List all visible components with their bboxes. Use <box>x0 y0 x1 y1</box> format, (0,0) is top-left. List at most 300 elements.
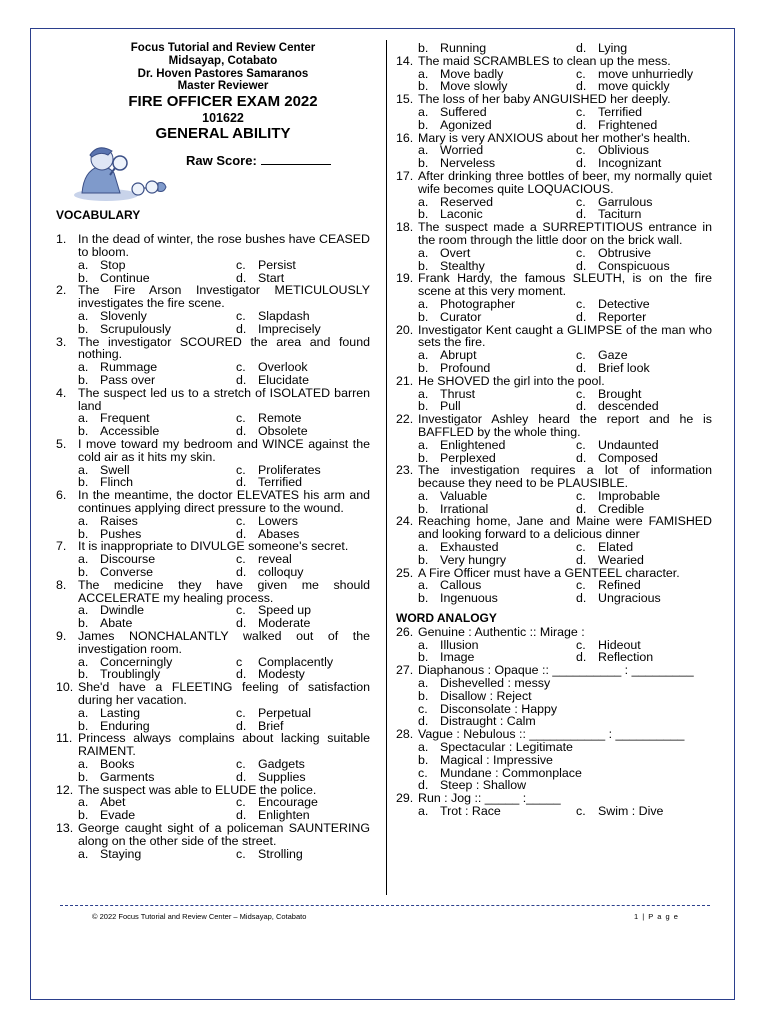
raw-score-label: Raw Score: <box>186 152 257 168</box>
question-number: 18. <box>396 220 414 235</box>
question-13-options-continued <box>396 42 712 55</box>
answer-option <box>576 196 712 209</box>
option-letter: c <box>236 654 243 669</box>
option-letter: c. <box>576 488 586 503</box>
question-item <box>396 375 712 413</box>
question-text: Reaching home, Jane and Maine were FAMISHED and looking forward to a delicious dinner <box>418 514 712 542</box>
answer-option <box>236 566 370 579</box>
question-item <box>56 784 370 822</box>
question-text: The maid SCRAMBLES to clean up the mess. <box>418 53 671 68</box>
question-text: The investigator SCOURED the area and found nothing. <box>78 334 370 362</box>
option-text: Terrified <box>598 104 643 119</box>
column-divider <box>386 40 387 895</box>
question-text: The suspect led us to a stretch of ISOLATED barren land <box>78 385 370 413</box>
question-text: The suspect was able to ELUDE the police. <box>78 782 317 797</box>
answer-option <box>78 848 236 861</box>
question-item <box>56 579 370 630</box>
option-letter: a. <box>78 411 89 426</box>
option-letter: c. <box>236 552 246 567</box>
answer-option <box>418 690 712 703</box>
question-item <box>56 438 370 489</box>
answer-option <box>418 349 576 362</box>
option-letter: a. <box>78 513 89 528</box>
answer-option <box>418 741 712 754</box>
question-item <box>56 489 370 540</box>
option-letter: a. <box>78 756 89 771</box>
question-number: 5. <box>56 437 67 452</box>
answer-option <box>418 42 576 55</box>
option-letter: d. <box>236 475 247 490</box>
option-letter: a. <box>78 846 89 861</box>
answer-option <box>418 247 576 260</box>
footer-copyright: © 2022 Focus Tutorial and Review Center – Midsayap, Cotabato <box>92 912 307 921</box>
option-list <box>56 604 370 630</box>
answer-option <box>78 515 236 528</box>
option-text: Reporter <box>598 309 647 324</box>
option-letter: c. <box>576 804 586 819</box>
question-stem <box>56 630 370 656</box>
option-letter: c. <box>576 245 586 260</box>
option-letter: c. <box>576 386 586 401</box>
answer-option <box>576 106 712 119</box>
option-letter: d. <box>576 79 587 94</box>
question-text: The loss of her baby ANGUISHED her deeply. <box>418 92 671 107</box>
option-text: Abate <box>100 616 133 631</box>
option-text: Thrust <box>440 386 476 401</box>
question-number: 6. <box>56 488 67 503</box>
option-list <box>56 412 370 438</box>
option-text: Perplexed <box>440 450 496 465</box>
option-list <box>56 848 370 861</box>
option-list <box>396 805 712 818</box>
question-number: 26. <box>396 624 414 639</box>
option-text: Discourse <box>100 552 156 567</box>
answer-option <box>418 298 576 311</box>
answer-option <box>418 119 576 132</box>
question-number: 21. <box>396 373 414 388</box>
option-list <box>396 541 712 567</box>
question-number: 29. <box>396 791 414 806</box>
option-text: Irrational <box>440 501 489 516</box>
reviewer-title: Master Reviewer <box>177 80 269 92</box>
answer-option <box>576 247 712 260</box>
option-text: Modesty <box>258 667 305 682</box>
option-text: Worried <box>440 143 484 158</box>
question-stem <box>396 324 712 350</box>
question-item <box>396 170 712 221</box>
option-text: Slovenly <box>100 309 147 324</box>
footer-divider <box>60 905 710 906</box>
question-stem <box>56 681 370 707</box>
option-text: colloquy <box>258 565 304 580</box>
question-item <box>56 630 370 681</box>
option-letter: a. <box>78 705 89 720</box>
option-letter: c. <box>576 637 586 652</box>
option-list <box>56 515 370 541</box>
option-list <box>396 741 712 792</box>
answer-option <box>418 805 576 818</box>
option-text: Brief look <box>598 360 650 375</box>
option-text: Encourage <box>258 795 318 810</box>
option-letter: c. <box>576 296 586 311</box>
option-text: Enlighten <box>258 808 310 823</box>
question-stem <box>56 732 370 758</box>
answer-option <box>576 349 712 362</box>
option-letter: d. <box>576 156 587 171</box>
option-text: Disconsolate : Happy <box>440 701 558 716</box>
option-list <box>396 579 712 605</box>
option-letter: a. <box>78 309 89 324</box>
question-item <box>396 728 712 792</box>
question-number: 22. <box>396 412 414 427</box>
question-text: The suspect made a SURREPTITIOUS entrance in the room through the little door on the brick wall. <box>418 220 712 247</box>
question-number: 9. <box>56 629 67 643</box>
option-text: Reflection <box>598 650 654 665</box>
question-text: After drinking three bottles of beer, my normally quiet wife becomes quite LOQUACIOUS. <box>418 168 712 196</box>
option-text: Moderate <box>258 616 311 631</box>
question-text: Diaphanous : Opaque :: __________ : _________ <box>418 663 694 678</box>
option-letter: c. <box>236 513 246 528</box>
answer-option <box>78 259 236 272</box>
option-text: Stealthy <box>440 258 485 273</box>
question-item <box>56 233 370 284</box>
option-list <box>56 553 370 579</box>
option-list <box>396 106 712 132</box>
option-letter: a. <box>418 194 429 209</box>
option-text: Proliferates <box>258 462 321 477</box>
option-text: Image <box>440 650 475 665</box>
question-stem <box>396 626 712 639</box>
option-text: Flinch <box>100 475 134 490</box>
option-text: Running <box>440 41 487 55</box>
option-letter: c. <box>418 701 428 716</box>
option-text: Incognizant <box>598 156 662 171</box>
option-letter: a. <box>78 603 89 618</box>
option-list <box>56 310 370 336</box>
answer-option <box>576 805 712 818</box>
question-item <box>56 822 370 860</box>
question-number: 23. <box>396 463 414 478</box>
option-text: Lying <box>598 41 628 55</box>
exam-header <box>56 42 370 143</box>
option-text: Magical : Impressive <box>440 752 553 767</box>
option-text: Supplies <box>258 769 306 784</box>
option-text: Exhausted <box>440 540 499 555</box>
option-letter: a. <box>78 257 89 272</box>
option-letter: b. <box>78 718 89 733</box>
option-letter: c. <box>576 143 586 158</box>
question-text: George caught sight of a policeman SAUNTERING along on the other side of the street. <box>78 820 370 848</box>
option-letter: c. <box>576 194 586 209</box>
option-letter: c. <box>236 360 246 375</box>
option-text: Concerningly <box>100 654 173 669</box>
right-question-list <box>396 55 712 605</box>
answer-option <box>576 362 712 375</box>
question-stem <box>396 375 712 388</box>
question-number: 7. <box>56 539 67 554</box>
option-letter: c. <box>576 540 586 555</box>
option-text: Distraught : Calm <box>440 714 536 729</box>
question-item <box>56 732 370 783</box>
option-text: Swell <box>100 462 130 477</box>
answer-option <box>236 323 370 336</box>
option-text: Slapdash <box>258 309 310 324</box>
option-letter: c. <box>236 462 246 477</box>
question-stem <box>56 233 370 259</box>
question-stem <box>56 579 370 605</box>
question-text: Investigator Ashley heard the report and he is BAFFLED by the whole thing. <box>418 412 712 439</box>
option-text: move quickly <box>598 79 670 94</box>
option-letter: b. <box>418 752 429 767</box>
option-text: Ingenuous <box>440 591 498 606</box>
option-letter: b. <box>78 808 89 823</box>
option-letter: b. <box>78 769 89 784</box>
option-letter: b. <box>418 552 429 567</box>
option-text: Brought <box>598 386 642 401</box>
option-letter: d. <box>236 808 247 823</box>
option-list <box>396 490 712 516</box>
question-item <box>56 336 370 387</box>
answer-option <box>418 311 576 324</box>
option-text: Nerveless <box>440 156 496 171</box>
option-text: Obtrusive <box>598 245 652 260</box>
question-number: 15. <box>396 92 414 107</box>
option-text: Abases <box>258 526 300 541</box>
option-text: Curator <box>440 309 482 324</box>
option-text: reveal <box>258 552 292 567</box>
answer-option <box>78 566 236 579</box>
answer-option <box>576 592 712 605</box>
option-letter: c. <box>576 437 586 452</box>
raw-score <box>186 152 331 168</box>
option-text: Rummage <box>100 360 158 375</box>
option-letter: d. <box>576 258 587 273</box>
option-letter: c. <box>576 104 586 119</box>
option-text: Hideout <box>598 637 641 652</box>
option-letter: a. <box>418 676 429 691</box>
answer-option <box>236 515 370 528</box>
option-text: Reserved <box>440 194 494 209</box>
option-text: Dwindle <box>100 603 145 618</box>
option-text: Complacently <box>258 654 334 669</box>
option-letter: b. <box>78 616 89 631</box>
option-letter: d. <box>418 778 429 793</box>
option-list <box>56 707 370 733</box>
question-stem <box>396 272 712 298</box>
option-letter: d. <box>418 714 429 729</box>
option-text: Terrified <box>258 475 303 490</box>
option-list <box>396 247 712 273</box>
center-name: Focus Tutorial and Review Center <box>130 42 316 54</box>
option-text: Lowers <box>258 513 298 528</box>
option-list <box>396 298 712 324</box>
option-letter: d. <box>236 667 247 682</box>
question-number: 19. <box>396 271 414 286</box>
question-number: 10. <box>56 680 74 695</box>
option-text: Scrupulously <box>100 321 171 336</box>
answer-option <box>576 311 712 324</box>
option-letter: a. <box>418 386 429 401</box>
option-letter: b. <box>418 650 429 665</box>
question-stem <box>396 464 712 490</box>
option-letter: a. <box>78 795 89 810</box>
option-letter: d. <box>236 565 247 580</box>
option-letter: d. <box>236 424 247 439</box>
option-text: Start <box>258 270 285 285</box>
question-number: 28. <box>396 727 414 742</box>
subject-title: GENERAL ABILITY <box>155 124 291 142</box>
answer-option <box>576 541 712 554</box>
option-letter: a. <box>418 245 429 260</box>
question-item <box>396 567 712 605</box>
option-letter: d. <box>236 526 247 541</box>
option-text: Pass over <box>100 373 156 388</box>
option-letter: a. <box>418 104 429 119</box>
option-letter: c. <box>236 257 246 272</box>
option-letter: d. <box>576 399 587 414</box>
question-number: 3. <box>56 334 67 349</box>
option-letter: d. <box>576 360 587 375</box>
left-column <box>56 42 370 860</box>
right-column <box>396 42 712 818</box>
option-text: Swim : Dive <box>598 804 664 819</box>
option-letter: a. <box>78 462 89 477</box>
option-text: Profound <box>440 360 491 375</box>
option-text: Agonized <box>440 117 492 132</box>
question-text: He SHOVED the girl into the pool. <box>418 373 605 388</box>
option-text: Very hungry <box>440 552 507 567</box>
answer-option <box>78 323 236 336</box>
option-letter: c. <box>236 603 246 618</box>
option-letter: b. <box>418 117 429 132</box>
option-letter: b. <box>418 79 429 94</box>
option-text: Suffered <box>440 104 487 119</box>
option-letter: d. <box>576 207 587 222</box>
question-number: 8. <box>56 577 67 592</box>
option-letter: b. <box>418 591 429 606</box>
option-text: Books <box>100 756 135 771</box>
option-letter: a. <box>418 296 429 311</box>
option-letter: c. <box>236 795 246 810</box>
question-item <box>396 93 712 131</box>
option-letter: a. <box>418 488 429 503</box>
question-number: 1. <box>56 232 67 247</box>
option-text: Undaunted <box>598 437 659 452</box>
option-text: Raises <box>100 513 138 528</box>
option-letter: d. <box>576 117 587 132</box>
option-text: Troublingly <box>100 667 161 682</box>
question-text: Investigator Kent caught a GLIMPSE of the man who sets the fire. <box>418 322 712 350</box>
option-list <box>396 677 712 728</box>
question-item <box>396 413 712 464</box>
option-text: Brief <box>258 718 284 733</box>
question-text: Genuine : Authentic :: Mirage : <box>418 624 585 639</box>
option-text: Obsolete <box>258 424 308 439</box>
option-list <box>396 144 712 170</box>
answer-option <box>236 374 370 387</box>
question-number: 27. <box>396 663 414 678</box>
answer-option <box>576 42 712 55</box>
question-item <box>396 132 712 170</box>
option-letter: a. <box>78 552 89 567</box>
detective-mascot-icon <box>68 143 178 203</box>
option-text: move unhurriedly <box>598 66 694 81</box>
option-letter: b. <box>78 373 89 388</box>
question-text: She'd have a FLEETING feeling of satisfaction during her vacation. <box>78 680 370 707</box>
option-text: Persist <box>258 257 296 272</box>
option-letter: a. <box>418 143 429 158</box>
option-text: Perpetual <box>258 705 312 720</box>
option-letter: a. <box>78 360 89 375</box>
option-letter: a. <box>418 348 429 363</box>
center-location: Midsayap, Cotabato <box>168 55 278 67</box>
question-stem <box>56 387 370 413</box>
option-list <box>56 758 370 784</box>
option-text: Mundane : Commonplace <box>440 765 582 780</box>
answer-option <box>576 490 712 503</box>
question-item <box>396 515 712 566</box>
option-text: Continue <box>100 270 150 285</box>
exam-code: 101622 <box>202 110 244 125</box>
option-letter: b. <box>418 360 429 375</box>
option-text: Elated <box>598 540 634 555</box>
option-text: Abet <box>100 795 126 810</box>
question-text: Princess always complains about lacking suitable RAIMENT. <box>78 731 370 759</box>
question-number: 16. <box>396 130 414 145</box>
question-number: 13. <box>56 820 74 835</box>
option-letter: b. <box>418 156 429 171</box>
option-text: Imprecisely <box>258 321 321 336</box>
option-letter: d. <box>576 552 587 567</box>
question-number: 4. <box>56 385 67 400</box>
option-letter: c. <box>576 578 586 593</box>
option-letter: c. <box>236 705 246 720</box>
option-letter: b. <box>418 688 429 703</box>
option-text: Stop <box>100 257 126 272</box>
answer-option <box>236 771 370 784</box>
option-letter: d. <box>236 321 247 336</box>
option-letter: b. <box>418 258 429 273</box>
option-text: Steep : Shallow <box>440 778 527 793</box>
question-number: 12. <box>56 782 74 797</box>
answer-option <box>418 541 576 554</box>
answer-option <box>418 592 576 605</box>
question-number: 14. <box>396 53 414 68</box>
option-text: Move slowly <box>440 79 508 94</box>
option-text: Frequent <box>100 411 150 426</box>
option-letter: a. <box>418 637 429 652</box>
question-stem <box>56 822 370 848</box>
option-letter: b. <box>78 270 89 285</box>
option-text: Detective <box>598 296 650 311</box>
exam-title: FIRE OFFICER EXAM 2022 <box>128 92 318 110</box>
option-text: Frightened <box>598 117 658 132</box>
option-letter: d. <box>236 616 247 631</box>
option-list <box>56 796 370 822</box>
question-number: 20. <box>396 322 414 337</box>
question-stem <box>396 515 712 541</box>
question-item <box>396 55 712 93</box>
left-question-list <box>56 233 370 860</box>
option-text: Accessible <box>100 424 160 439</box>
option-text: Gadgets <box>258 756 305 771</box>
option-letter: c. <box>236 756 246 771</box>
option-text: Disallow : Reject <box>440 688 532 703</box>
option-list <box>56 464 370 490</box>
option-text: Taciturn <box>598 207 642 222</box>
answer-option <box>418 754 712 767</box>
option-list <box>396 439 712 465</box>
